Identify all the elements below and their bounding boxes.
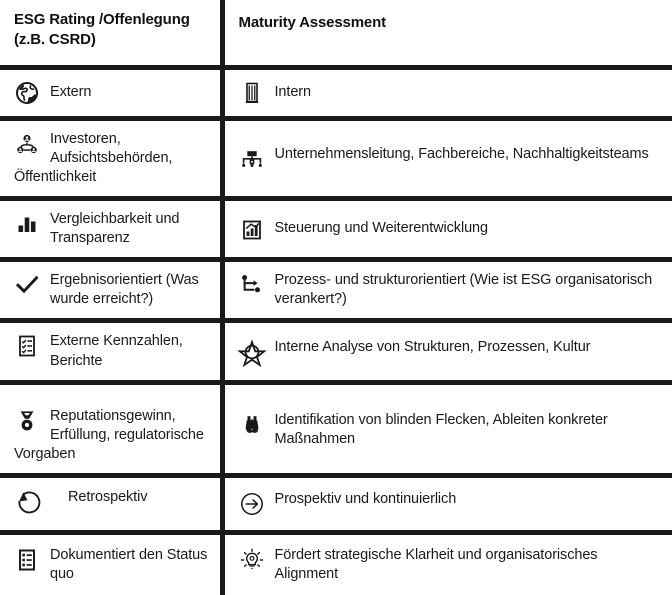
- cell-foerdert-klarheit: [222, 533, 672, 595]
- cell-text: Extern: [50, 83, 92, 100]
- cell-vergleichbarkeit: [0, 198, 222, 259]
- table-row: [0, 198, 672, 259]
- header-cell-esg-rating: [0, 0, 222, 67]
- bar-chart-icon: [14, 211, 40, 237]
- cell-text: Reputationsgewinn, Erfüllung, regulatorische Vorgaben: [14, 407, 204, 462]
- cell-text: Retrospektiv: [68, 489, 148, 505]
- cell-text: Vergleichbarkeit und Transparenz: [50, 210, 180, 246]
- chart-document-icon: [239, 217, 265, 243]
- cell-retrospektiv: [0, 476, 222, 533]
- process-flow-icon: [239, 272, 265, 298]
- cell-extern: [0, 67, 222, 118]
- cell-text: Ergebnisorientiert (Was wurde erreicht?): [50, 272, 199, 308]
- table-row: [0, 67, 672, 118]
- cell-text: Interne Analyse von Strukturen, Prozessen, Kultur: [274, 339, 591, 355]
- cell-reputationsgewinn: [0, 382, 222, 475]
- cell-intern: [222, 67, 672, 118]
- cell-text: Dokumentiert den Status quo: [50, 546, 208, 582]
- cell-prozess-strukturorientiert: [222, 260, 672, 321]
- cell-text: Unternehmensleitung, Fachbereiche, Nachhaltigkeitsteams: [274, 145, 649, 162]
- stakeholder-network-icon: [14, 131, 40, 157]
- cell-interne-analyse: [222, 321, 672, 382]
- checkmark-icon: [14, 272, 40, 298]
- cell-unternehmensleitung: [222, 118, 672, 198]
- header-cell-maturity-assessment: [222, 0, 672, 67]
- cell-identifikation-blinde-flecken: [222, 382, 672, 475]
- header-title-esg-rating-line1: ESG Rating /Offenlegung: [14, 11, 190, 28]
- cell-text: Investoren, Aufsichtsbehörden, Öffentlichkeit: [14, 130, 173, 185]
- cell-text: Identifikation von blinden Flecken, Ableiten konkreter Maßnahmen: [274, 412, 608, 448]
- undo-arrow-icon: [14, 489, 44, 519]
- cell-dokumentiert-status-quo: [0, 533, 222, 595]
- table-row: [0, 260, 672, 321]
- lightbulb-icon: [239, 547, 265, 573]
- table-row: [0, 476, 672, 533]
- org-chart-icon: [239, 146, 265, 172]
- globe-icon: [14, 80, 40, 106]
- header-title-esg-rating-line2: (z.B. CSRD): [14, 31, 96, 49]
- medal-icon: [14, 408, 40, 434]
- table-header-row: [0, 0, 672, 67]
- header-title-maturity-assessment: Maturity Assessment: [238, 14, 386, 32]
- table-row: [0, 533, 672, 595]
- cell-text: Steuerung und Weiterentwicklung: [274, 220, 488, 237]
- document-list-icon: [14, 547, 40, 573]
- cell-investoren: [0, 118, 222, 198]
- table-row: [0, 118, 672, 198]
- cell-steuerung: [222, 198, 672, 259]
- office-building-icon: [239, 80, 265, 106]
- cell-text: Intern: [274, 83, 311, 100]
- cell-prospektiv: [222, 476, 672, 533]
- cell-text: Prozess- und strukturorientiert (Wie ist ESG organisatorisch verankert?): [274, 272, 653, 308]
- cell-text: Externe Kennzahlen, Berichte: [50, 333, 183, 369]
- cell-text: Fördert strategische Klarheit und organisatorisches Alignment: [274, 546, 598, 582]
- cell-externe-kennzahlen: [0, 321, 222, 382]
- cell-ergebnisorientiert: [0, 260, 222, 321]
- checklist-icon: [14, 333, 40, 359]
- table-row: [0, 382, 672, 475]
- table-row: [0, 321, 672, 382]
- arrow-right-circle-icon: [239, 491, 265, 517]
- star-circle-icon: [239, 339, 265, 365]
- binoculars-icon: [239, 412, 265, 438]
- cell-text: Prospektiv und kontinuierlich: [274, 491, 457, 507]
